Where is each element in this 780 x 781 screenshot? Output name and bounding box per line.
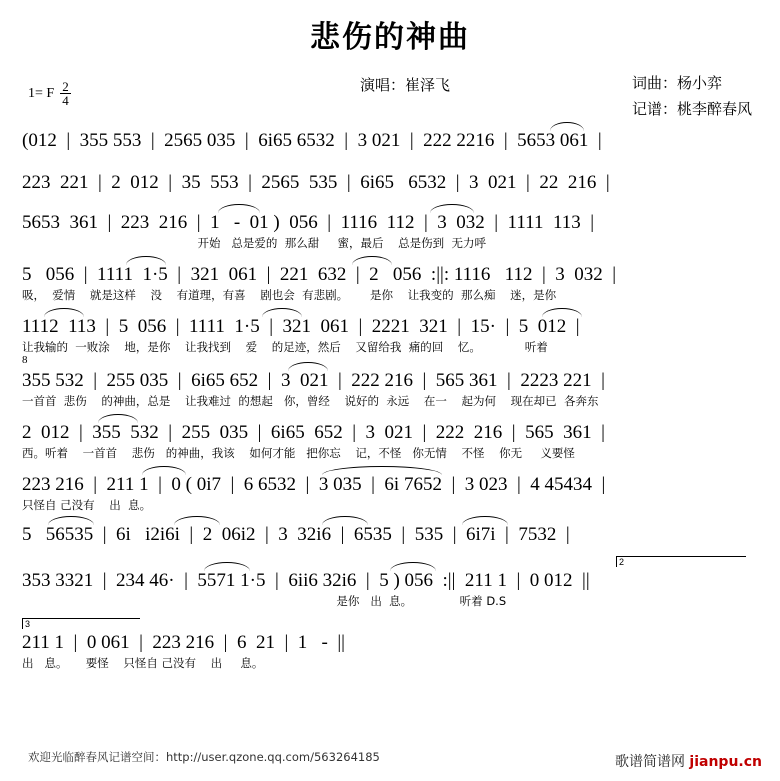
volta-bracket-3 [22,618,140,629]
site-watermark [615,751,762,771]
volta-bracket-2 [616,556,746,567]
staff-notes: 5 56535 | 6i i2i6i | 2 06i2 | 3 32i6 | 6535 | 535 | 6i7i | 7532 | [22,524,570,545]
octave-mark: 8 [22,354,28,366]
singer-credit: 演唱：崔泽飞 [360,76,451,94]
volta-label: 3 [25,619,31,629]
key-signature [28,80,71,107]
staff-notes: 2 012 | 355 532 | 255 035 | 6i65 652 | 3 021 | 222 216 | 565 361 | [22,422,605,443]
staff-lyrics: 只怪自 己没有 出 息。 [22,498,152,512]
time-signature [60,80,71,107]
staff-lyrics: 出 息。 要怪 只怪自 己没有 出 息。 [22,656,264,670]
time-signature-numerator: 2 [62,79,69,94]
time-signature-denominator: 4 [62,93,69,108]
composer-credit: 词曲：杨小弈 [631,74,722,92]
staff-line [22,172,758,212]
footer-note: 欢迎光临醉春风记谱空间：http://user.qzone.qq.com/563264185 [28,750,380,764]
site-name-cn: 歌谱简谱网 [614,754,685,770]
staff-lyrics: 一首首 悲伤 的神曲，总是 让我难过 的想起 你，曾经 说好的 永远 在一 起为何 现在却已 各奔东 [22,394,599,408]
staff-lyrics: 让我输的 一败涂 地，是你 让我找到 爱 的足迹，然后 又留给我 痛的回 忆。 听着 [22,340,548,354]
page-title: 悲伤的神曲 [310,20,470,55]
header-block [0,58,780,130]
staff-notes: 223 221 | 2 012 | 35 553 | 2565 535 | 6i65 6532 | 3 021 | 22 216 | [22,172,610,193]
staff-line [22,557,758,622]
staff-notes: 355 532 | 255 035 | 6i65 652 | 3 021 | 222 216 | 565 361 | 2223 221 | [22,370,605,391]
staff-line [22,619,758,682]
staff-line [22,212,758,264]
staff-line [22,130,758,172]
staff-lyrics: 是你 出 息。 听着 D.S [22,594,507,608]
key-text: 1= F [28,85,55,101]
staff-lyrics: 开始 总是爱的 那么甜 蜜，最后 总是伤到 无力呼 [22,236,486,250]
staff-line [22,316,758,370]
staff-line [22,264,758,316]
staff-lyrics: 吸， 爱情 就是这样 没 有道理，有喜 剧也会 有悲剧。 是你 让我变的 那么痴 迷，是你 [22,288,557,302]
staff-notes: 1112 113 | 5 056 | 1111 1·5 | 321 061 | 2221 321 | 15· | 5 012 | [22,316,580,337]
credits-block [632,70,752,123]
transcriber-credit: 记谱：桃李醉春风 [631,100,752,119]
sheet-music-page [0,12,780,781]
staff-notes: 353 3321 | 234 46· | 5571 1·5 | 6ii6 32i6 | 5 ) 056 :|| 211 1 | 0 012 || [22,570,590,591]
site-url: jianpu.cn [689,754,762,770]
staff-notes: (012 | 355 553 | 2565 035 | 6i65 6532 | 3 021 | 222 2216 | 5653 061 | [22,130,602,151]
volta-label: 2 [619,557,625,567]
staff-line [22,474,758,524]
staff-notes: 223 216 | 211 1 | 0 ( 0i7 | 6 6532 | 3 035 | 6i 7652 | 3 023 | 4 45434 | [22,474,606,495]
staff-lyrics: 西。听着 一首首 悲伤 的神曲，我该 如何才能 把你忘 记，不怪 你无情 不怪 你无 义要怪 [22,446,575,460]
staff-notes: 5 056 | 1111 1·5 | 321 061 | 221 632 | 2 056 :||: 1116 112 | 3 032 | [22,264,617,285]
staff-notes: 5653 361 | 223 216 | 1 - 01 ) 056 | 1116 112 | 3 032 | 1111 113 | [22,212,595,233]
staff-notes: 211 1 | 0 061 | 223 216 | 6 21 | 1 - || [22,632,345,653]
staff-line [22,370,758,422]
